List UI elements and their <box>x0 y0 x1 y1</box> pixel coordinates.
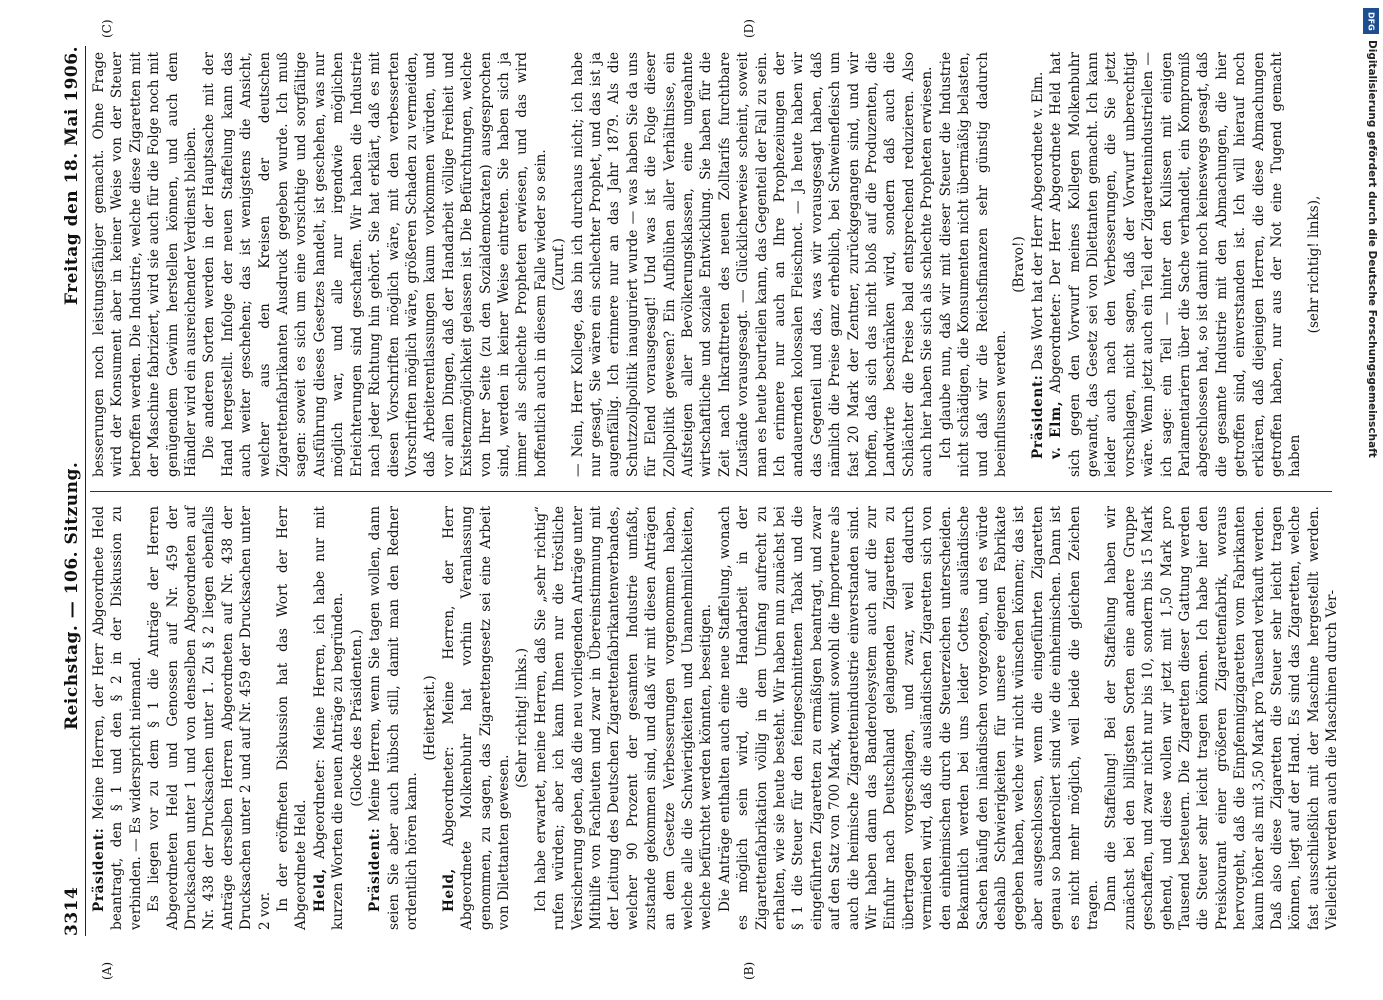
right-column <box>90 46 1332 491</box>
speaker-name: Held, <box>311 868 328 912</box>
page-title: Reichstag. — 106. Sitzung. <box>62 461 82 731</box>
page-header <box>42 46 86 936</box>
paragraph <box>90 506 145 930</box>
interjection: (Sehr richtig! links.) <box>514 647 531 789</box>
dfg-logo: DFG <box>1363 8 1379 34</box>
paragraph <box>145 506 274 930</box>
interjection: (Glocke des Präsidenten.) <box>348 629 365 807</box>
speaker-name: Präsident: <box>1029 374 1046 459</box>
paragraph-text: Meine Herren, wenn Sie tagen wollen, dann seien Sie aber auch hübsch still, damit man den Redner ordentlich hören kann. <box>367 506 420 930</box>
paragraph <box>532 506 716 930</box>
paragraph <box>90 52 200 477</box>
paragraph-text: Ich glaube nun, daß wir mit dieser Steuer die Industrie nicht schädigen, die Konsumenten nicht übermäßig belasten, und daß wir die Reichsfinanzen sehr günstig dadurch beeinflussen werden. <box>937 52 1009 477</box>
paragraph-text: Dann die Staffelung! Bei der Staffelung haben wir zunächst bei den billigsten Sorten eine andere Gruppe geschaffen, und zwar nicht nur bis 10, sondern bis 15 Mark gehend, und diese wollen wir jetzt mit 1,50 Mark pro Tausend besteuern. Die Zigaretten dieser Gattung werden die Steuer sehr leicht tragen können. Ich habe hier den Preiskourant einer größeren Zigarettenfabrik, woraus hervorgeht, daß die Einpfennigzigaretten vom Fabrikanten kaum höher als mit 3,50 Mark pro Tausend verkauft werden. Daß also diese Zigaretten die Steuer sehr leicht tragen können, liegt auf der Hand. Es sind das Zigaretten, welche fast ausschließlich mit der Maschine hergestellt werden. Vielleicht werden auch die Maschinen durch Ver- <box>1103 506 1341 930</box>
paragraph <box>716 506 1103 930</box>
paragraph <box>937 52 1011 477</box>
speaker-name: Präsident: <box>367 827 384 912</box>
paragraph-text: Die Anträge enthalten auch eine neue Staffelung, wonach es möglich sein wird, die Handarbeit in der Zigarettenfabrikation völlig in dem Umfang aufrecht zu erhalten, wie sie heute besteht. Wir haben nun zunächst bei § 1 die Steuer für den feingeschnittenen Tabak und die eingeführten Zigaretten zu ermäßigen beantragt, und zwar auf den Satz von 700 Mark, womit sowohl die Importeure als auch die heimische Zigarettenindustrie einverstanden sind. Wir haben dann das Banderolesystem auch auf die zur Einfuhr nach Deutschland gelangenden Zigaretten zu übertragen vorgeschlagen, und zwar, weil dadurch vermieden wird, daß die ausländischen Zigaretten sich von den einheimischen durch die Steuerzeichen unterscheiden. Bekanntlich werden bei uns leider Gottes ausländische Sachen häufig den inländischen vorgezogen, und es würde deshalb Schwierigkeiten für unsere eigenen Fabrikate gegeben haben, welche wir nicht wünschen können; das ist aber ausgeschlossen, wenn die eingeführten Zigaretten genau so banderoliert sind wie die einheimischen. Dann ist es nicht mehr möglich, weil beide die gleichen Zeichen tragen. <box>716 506 1101 930</box>
paragraph-text: Abgeordneter: Der Herr Abgeordnete Held hat sich gegen den Vorwurf meines Kollegen Molkenbuhr gewandt, das Gesetz sei von Dilettanten gemacht. Ich kann leider auch nach den Verbesserungen, die Sie jetzt vorschlagen, nicht sagen, daß der Vorwurf unberechtigt wäre. Wenn jetzt auch ein Teil der Zigarettenindustriellen — ich sage: ein Teil — hinter den Kulissen mit einigen Parlamentariern über die Sache verhandelt, ein Kompromiß abgeschlossen hat, so ist damit noch keineswegs gesagt, daß die gesamte Industrie mit den Abmachungen, die hier getroffen sind, einverstanden ist. Ich will hierauf noch erklären, daß diejenigen Herren, die diese Abmachungen getroffen haben, nur aus der Not eine Tugend gemacht haben <box>1048 52 1304 477</box>
paragraph <box>1102 506 1341 930</box>
paragraph-text: Abgeordneter: Meine Herren, der Herr Abgeordnete Molkenbuhr hat vorhin Veranlassung genommen, zu sagen, das Zigarettengesetz sei eine Arbeit von Dilettanten gewesen. <box>440 506 512 930</box>
paragraph-text: Das Wort hat der Herr Abgeordnete v. Elm. <box>1029 71 1046 371</box>
paragraph <box>569 52 937 477</box>
paragraph <box>1029 52 1047 477</box>
margin-mark-d: (D) <box>742 19 756 38</box>
paragraph <box>366 506 421 930</box>
page-content <box>42 19 1341 980</box>
paragraph <box>200 52 550 477</box>
paragraph <box>274 506 311 930</box>
text-columns <box>90 46 1341 936</box>
page-date: Freitag den 18. Mai 1906. <box>62 46 82 306</box>
margin-mark-b: (B) <box>742 961 756 980</box>
margin-mark-a: (A) <box>100 961 114 980</box>
paragraph <box>311 506 348 930</box>
digitization-note: Digitalisierung gefördert durch die Deutsche Forschungsgemeinschaft <box>1366 40 1378 458</box>
left-column <box>90 491 1341 936</box>
paragraph-text: — Nein, Herr Kollege, das bin ich durchaus nicht; ich habe nur gesagt, Sie wären ein schlechter Prophet, und das ist ja augenfällig. Ich erinnere nur an das Jahr 1879. Als die Schutzzollpolitik inauguriert wurde — was haben Sie da uns für Elend vorausgesagt! Und was ist die Folge dieser Zollpolitik gewesen? Ein Aufblühen aller Verhältnisse, ein Aufsteigen aller Bevölkerungsklassen, eine ungeahnte wirtschaftliche und soziale Entwicklung. Sie haben für die Zeit nach Inkrafttreten des neuen Zolltarifs furchtbare Zustände vorausgesagt. — Glücklicherweise scheint, soweit man es heute beurteilen kann, das Gegenteil der Fall zu sein. Ich erinnere nur auch an Ihre Prophezeiungen der andauernden kolossalen Fleischnot. — Ja heute haben wir das Gegenteil und das, was wir vorausgesagt haben, daß nämlich die Preise ganz erheblich, bei Schweinefleisch um fast 20 Mark der Zentner, zurückgegangen sind, und wir hoffen, daß sich das nicht bloß auf die Produzenten, die Landwirte beschränken wird, sondern daß auch die Schlächter die Preise bald entsprechend reduzieren. Also auch hier haben Sie sich als schlechte Propheten erwiesen. <box>569 52 936 477</box>
speaker-name: Präsident: <box>91 827 107 912</box>
paragraph-text: Die anderen Sorten werden in der Hauptsache mit der Hand hergestellt. Infolge der neuen Staffelung kann das auch weiter geschehen; das ist wenigstens die Ansicht, welcher aus den Kreisen der deutschen Zigarettenfabrikanten Ausdruck gegeben wurde. Ich muß sagen: soweit es sich um eine vorsichtige und sorgfältige Ausführung dieses Gesetzes handelt, ist geschehen, was nur möglich war, und alle nur irgendwie möglichen Erleichterungen sind geschaffen. Wir haben die Industrie nach jeder Richtung hin gehört. Sie hat erklärt, daß es mit diesen Vorschriften möglich wäre, mit den verbesserten Vorschriften möglich wäre, größeren Schaden zu vermeiden, daß Arbeiterentlassungen kaum vorkommen würden, und vor allen Dingen, daß der Handarbeit völlige Freiheit und Existenzmöglichkeit gelassen ist. Die Befürchtungen, welche von Ihrer Seite (zu den Sozialdemokraten) ausgesprochen sind, werden in keiner Weise eintreten. Sie haben sich ja immer als schlechte Propheten erwiesen, und das wird hoffentlich auch in diesem Falle wieder so sein. <box>201 52 549 477</box>
paragraph-text: Ich habe erwartet, meine Herren, daß Sie „sehr richtig“ rufen würden; aber ich kann Ihnen nur die tröstliche Versicherung geben, daß die neu vorliegenden Anträge unter Mithilfe von Fachleuten und zwar in Übereinstimmung mit der Leitung des Deutschen Zigarettenfabrikantenverbandes, welcher 90 Prozent der gesamten Industrie umfaßt, zustande gekommen sind, und daß wir mit diesen Anträgen an dem Gesetze Verbesserungen vorgenommen haben, welche alle die Schwierigkeiten und Unannehmlichkeiten, welche befürchtet werden könnten, beseitigen. <box>532 506 715 930</box>
paragraph-text: In der eröffneten Diskussion hat das Wort der Herr Abgeordnete Held. <box>275 506 310 930</box>
speaker-name: Held, <box>440 868 457 912</box>
paragraph-text: Meine Herren, der Herr Abgeordnete Held beantragt, den § 1 und den § 2 in der Diskussion zu verbinden. — Es widerspricht niemand. <box>91 506 144 930</box>
speaker-name: v. Elm, <box>1048 400 1065 459</box>
paragraph-text: besserungen noch leistungsfähiger gemacht. Ohne Frage wird der Konsument aber in keiner Weise von der Steuer betroffen werden. Die Industrie, welche diese Zigaretten mit der Maschine fabriziert, wird sie auch für die Folge noch mit genügendem Gewinn herstellen können, und auch dem Händler wird ein ausreichender Verdienst bleiben. <box>91 52 200 477</box>
paragraph <box>440 506 514 930</box>
margin-mark-c: (C) <box>100 19 114 38</box>
interjection: (Bravo!) <box>1011 236 1028 293</box>
interjection: (Heiterkeit.) <box>422 675 439 761</box>
paragraph-text: Es liegen vor zu dem § 1 die Anträge der Herren Abgeordneten Held und Genossen auf Nr. 459 der Drucksachen unter 1 und von denselben Abgeordneten auf Nr. 438 der Drucksachen unter 1. Zu § 2 liegen ebenfalls Anträge derselben Herren Abgeordneten auf Nr. 438 der Drucksachen unter 2 und auf Nr. 459 der Drucksachen unter 2 vor. <box>146 506 273 930</box>
interjection: (sehr richtig! links), <box>1305 195 1322 334</box>
paragraph <box>1047 52 1305 477</box>
paragraph-text: Abgeordneter: Meine Herren, ich habe nur mit kurzen Worten die neuen Anträge zu begründen. <box>311 505 347 930</box>
page-number: 3314 <box>62 886 82 936</box>
interjection: (Zuruf.) <box>551 238 568 291</box>
